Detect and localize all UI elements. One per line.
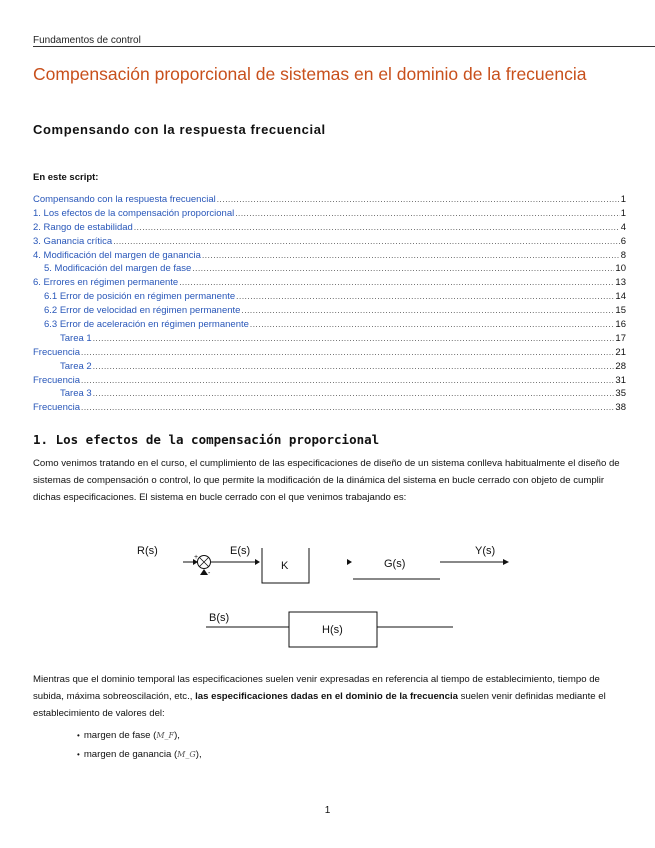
toc-link[interactable]: Compensando con la respuesta frecuencial [33,194,216,205]
toc-heading: En este script: [33,172,99,183]
minus-sign: - [208,570,211,577]
bullet-text: margen de ganancia ( [83,749,178,760]
toc-leader [93,362,615,371]
toc-leader [179,278,614,287]
page-number: 1 [324,805,331,816]
spec-paragraph-text: Mientras que el dominio temporal las especificaciones suelen venir expresadas en referencia al tiempo de establecimiento, tiempo de subida, máxima sobreoscilación, etc., [33,674,600,703]
toc-link[interactable]: 3. Ganancia crítica [33,235,113,247]
toc-leader [250,320,615,329]
toc-entry[interactable] [33,263,626,277]
toc-leader [81,403,614,412]
toc-page-number: 28 [615,360,626,372]
toc-link[interactable]: 6.1 Error de posición en régimen permanente [44,291,236,303]
toc-entry[interactable] [33,319,626,333]
toc-link[interactable]: 6.2 Error de velocidad en régimen permanente [44,305,241,317]
error-arrow-head [255,559,260,565]
toc-link[interactable]: Tarea 3 [60,388,92,400]
toc-leader [217,195,620,204]
toc-page-number: 16 [615,319,626,331]
toc-leader [113,237,619,246]
toc-leader [93,389,615,398]
spec-paragraph-bold: las especificaciones dadas en el dominio de la frecuencia [195,691,458,703]
plant-arrow-head [347,559,352,565]
list-item [77,726,202,745]
toc-page-number: 10 [615,263,626,275]
toc-page-number: 21 [615,346,626,358]
bullet-close: ), [195,749,202,760]
document-title: Compensación proporcional de sistemas en el dominio de la frecuencia [33,64,587,84]
toc-link[interactable]: 5. Modificación del margen de fase [44,263,192,275]
label-feedback-signal: B(s) [209,612,230,624]
list-item [77,745,202,764]
toc-link[interactable]: 6. Errores en régimen permanente [33,277,179,289]
toc-entry[interactable] [33,388,626,402]
block-diagram [0,530,655,655]
bullet-symbol: M_G [177,750,196,759]
toc-leader [81,376,614,385]
toc-entry[interactable] [33,305,626,319]
toc-page-number: 38 [615,402,626,414]
bullet-close: ), [174,730,180,741]
plus-sign: + [194,554,199,561]
toc-entry[interactable] [33,236,626,250]
toc-link[interactable]: 2. Rango de estabilidad [33,221,133,233]
toc-leader [93,334,615,343]
spec-paragraph [33,671,623,723]
output-arrow-head [503,559,509,565]
toc-page-number: 35 [615,388,626,400]
document-subtitle: Compensando con la respuesta frecuencial [33,122,326,137]
label-plant: G(s) [384,558,406,570]
toc-link[interactable]: Tarea 1 [60,332,92,344]
label-feedback: H(s) [322,624,343,636]
toc-page-number: 4 [620,221,626,233]
toc-entry[interactable] [33,250,626,264]
toc-leader [236,292,614,301]
toc-link[interactable]: Tarea 2 [60,360,92,372]
table-of-contents [33,194,626,416]
toc-link[interactable]: Frecuencia [33,402,80,414]
toc-link[interactable]: 1. Los efectos de la compensación proporcional [33,207,235,219]
label-input: R(s) [137,545,158,557]
toc-entry[interactable] [33,333,626,347]
toc-entry[interactable] [33,222,626,236]
toc-page-number: 8 [620,249,626,261]
toc-leader [235,209,619,218]
toc-leader [81,348,614,357]
bullet-text: margen de fase ( [83,730,157,741]
toc-page-number: 17 [615,332,626,344]
toc-page-number: 13 [615,277,626,289]
feedback-arrow-head [200,569,208,575]
label-output: Y(s) [475,545,496,557]
toc-link[interactable]: 6.3 Error de aceleración en régimen permanente [44,319,249,331]
bullet-symbol: M_F [156,731,175,740]
toc-link[interactable]: Frecuencia [33,374,80,386]
toc-page-number: 14 [615,291,626,303]
toc-page-number: 31 [615,374,626,386]
toc-link[interactable]: 4. Modificación del margen de ganancia [33,249,201,261]
toc-entry[interactable] [33,361,626,375]
toc-entry[interactable] [33,347,626,361]
toc-entry[interactable] [33,375,626,389]
toc-entry[interactable] [33,291,626,305]
toc-page-number: 1 [620,194,626,205]
toc-entry[interactable] [33,194,626,208]
toc-leader [202,251,620,260]
intro-paragraph: Como venimos tratando en el curso, el cumplimiento de las especificaciones de diseño de un sistema conlleva habitualmente el diseño de sistemas de compensación o control, lo que permite la modificación de la dinámica del sistema en bucle cerrado con objeto de cumplir dichas especificaciones. El sistema en bucle cerrado con el que venimos trabajando es: [33,458,620,504]
toc-entry[interactable] [33,277,626,291]
running-header: Fundamentos de control [33,35,141,46]
toc-leader [134,223,620,232]
toc-entry[interactable] [33,208,626,222]
label-controller: K [281,560,289,572]
spec-bullet-list [77,726,202,764]
toc-page-number: 15 [615,305,626,317]
header-rule [33,46,655,47]
label-error: E(s) [230,545,251,557]
toc-leader [241,306,614,315]
toc-entry[interactable] [33,402,626,416]
toc-page-number: 6 [620,235,626,247]
toc-leader [192,264,614,273]
toc-link[interactable]: Frecuencia [33,346,80,358]
section-heading: 1. Los efectos de la compensación proporcional [33,432,380,447]
spec-paragraph-tail: suelen venir definidas mediante el establecimiento de valores del: [33,691,606,720]
toc-page-number: 1 [620,207,626,219]
